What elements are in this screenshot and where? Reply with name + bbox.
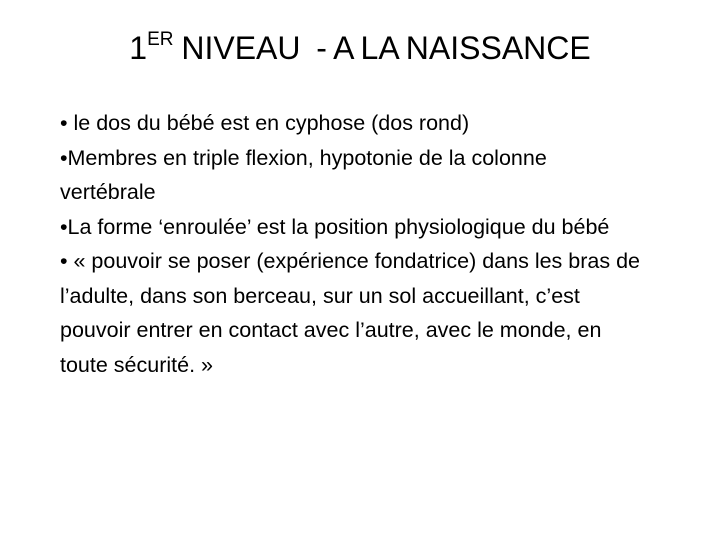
slide-title: [0, 24, 720, 72]
bullet-item: • le dos du bébé est en cyphose (dos rond): [60, 111, 470, 135]
bullet-item: •La forme ‘enroulée’ est la position physiologique du bébé: [60, 214, 610, 239]
bullet-item: •Membres en triple flexion, hypotonie de la colonne vertébrale: [60, 145, 547, 204]
title-superscript: ER: [147, 29, 174, 51]
title-main: NIVEAU: [181, 30, 301, 66]
bullet-item: • « pouvoir se poser (expérience fondatrice) dans les bras de l’adulte, dans son berceau, sur un sol accueillant, c’est pouvoir entrer en contact avec l’autre, avec le monde, en toute sécurité. »: [60, 249, 640, 377]
title-separator: - A LA NAISSANCE: [316, 30, 591, 66]
title-number: 1: [129, 30, 148, 66]
bullet-list: [60, 106, 640, 382]
